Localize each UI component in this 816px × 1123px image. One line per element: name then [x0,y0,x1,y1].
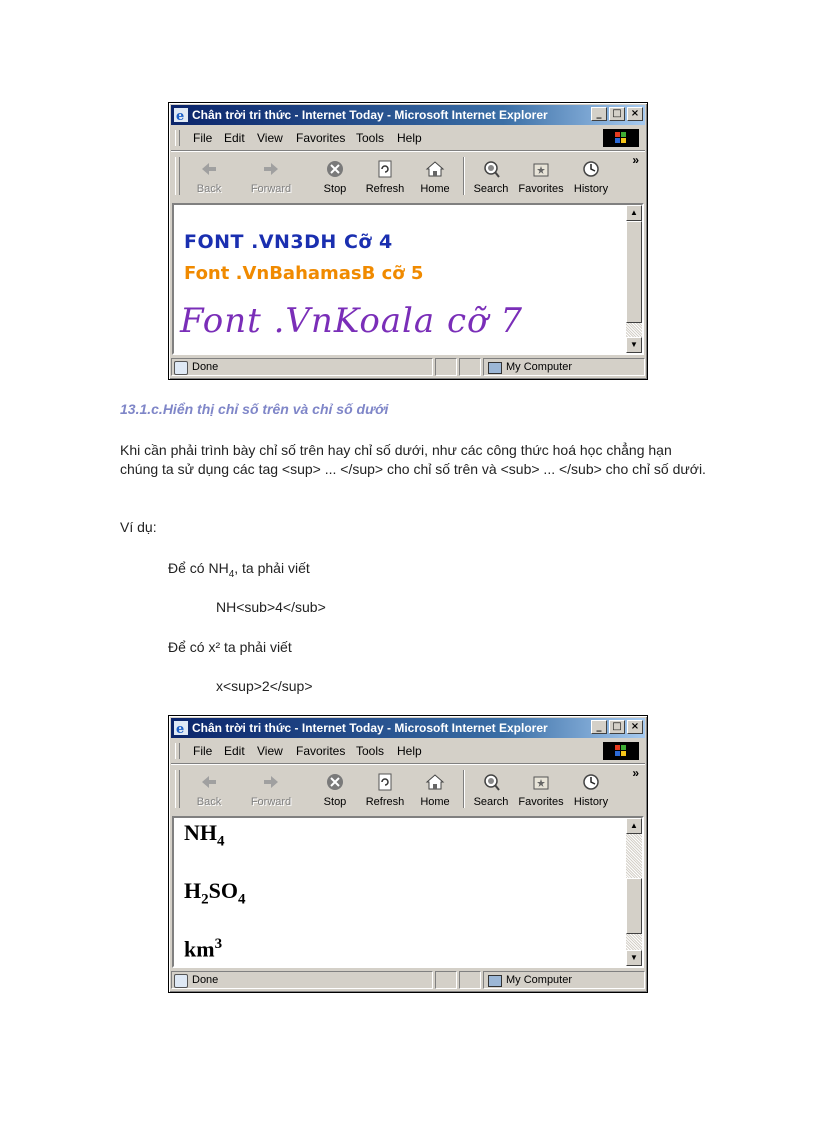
forward-arrow-icon [261,159,281,179]
stop-icon [325,159,345,179]
home-button[interactable] [411,159,459,199]
svg-text:e: e [176,722,185,735]
status-panel-empty [459,971,481,989]
page-content [172,816,644,968]
back-arrow-icon [199,159,219,179]
back-arrow-icon [199,772,219,792]
browser-window-subsup [168,715,648,993]
menu-help[interactable]: Help [397,744,422,758]
toolbar-grip[interactable] [175,157,180,195]
toolbar-overflow-chevron[interactable]: » [632,766,639,780]
menu-favorites[interactable]: Favorites [296,131,346,145]
search-icon [481,772,501,792]
history-icon [581,772,601,792]
ie-logo-icon [174,721,188,735]
search-button[interactable] [467,159,515,199]
menu-edit[interactable]: Edit [224,744,245,758]
title-bar[interactable] [171,105,645,125]
status-text: Done [192,974,219,986]
menu-file[interactable]: File [193,131,213,145]
menu-help[interactable]: Help [397,131,422,145]
home-button[interactable] [411,772,459,812]
windows-logo-icon [603,129,639,147]
window-title: Chân trời tri thức - Internet Today - Microsoft Internet Explorer [192,721,548,735]
menu-grip[interactable] [175,130,180,146]
formula-subscript: 4 [217,833,225,850]
example-1-post: , ta phải viết [234,560,310,576]
status-bar [171,357,645,377]
forward-button[interactable] [247,159,295,199]
formula-base: NH [184,820,217,845]
vertical-scrollbar[interactable] [626,818,642,966]
refresh-button[interactable] [361,772,409,812]
standard-toolbar [171,150,645,201]
status-text: Done [192,361,219,373]
example-2-code: x<sup>2</sup> [216,678,313,694]
formula-km3 [184,936,222,962]
menu-edit[interactable]: Edit [224,131,245,145]
favorites-label: Favorites [518,183,564,195]
status-panel-zone [483,358,645,376]
favorites-icon [531,159,551,179]
home-icon [425,159,445,179]
formula-subscript: 4 [237,891,246,908]
body-paragraph: Khi cần phải trình bày chỉ số trên hay chỉ số dưới, như các công thức hoá học chẳng hạn chúng ta sử dụng các tag <sup> ... </sup> cho chỉ số trên và <sub> ... </sub> cho chỉ số dưới. [120,442,706,477]
stop-button[interactable] [311,772,359,812]
menu-tools[interactable]: Tools [356,744,385,758]
standard-toolbar [171,763,645,814]
menu-tools[interactable]: Tools [356,131,385,145]
favorites-icon [531,772,551,792]
status-bar [171,970,645,990]
status-panel-empty [459,358,481,376]
back-label: Back [196,796,222,808]
status-panel-main [171,358,433,376]
stop-icon [325,772,345,792]
formula-nh4 [184,820,225,850]
scroll-down-button[interactable]: ▼ [626,337,642,353]
scroll-up-button[interactable]: ▲ [626,205,642,221]
example-1-pre: Để có NH [168,560,229,576]
font-demo-vnbahamas: Font .VnBahamasB cỡ 5 [184,263,424,284]
refresh-icon [375,772,395,792]
stop-label: Stop [323,796,347,808]
refresh-icon [375,159,395,179]
history-icon [581,159,601,179]
menu-bar [171,740,645,762]
title-bar[interactable] [171,718,645,738]
svg-text:e: e [176,109,185,122]
history-button[interactable] [567,772,615,812]
formula-superscript: 3 [214,936,223,952]
forward-arrow-icon [261,772,281,792]
back-button[interactable] [185,772,233,812]
menu-file[interactable]: File [193,744,213,758]
close-button[interactable]: × [627,720,643,734]
close-button[interactable]: × [627,107,643,121]
scroll-down-button[interactable]: ▼ [626,950,642,966]
search-label: Search [473,796,509,808]
search-icon [481,159,501,179]
status-panel-zone [483,971,645,989]
maximize-button[interactable]: □ [609,107,625,121]
minimize-button[interactable]: _ [591,107,607,121]
favorites-button[interactable] [517,159,565,199]
example-1-text [168,560,310,580]
toolbar-overflow-chevron[interactable]: » [632,153,639,167]
home-label: Home [420,183,450,195]
search-label: Search [473,183,509,195]
section-heading: 13.1.c.Hiển thị chỉ số trên và chỉ số dưới [120,401,389,417]
forward-button[interactable] [247,772,295,812]
home-label: Home [420,796,450,808]
vertical-scrollbar[interactable] [626,205,642,353]
scroll-thumb[interactable] [626,221,642,323]
scroll-up-button[interactable]: ▲ [626,818,642,834]
menu-view[interactable]: View [257,744,283,758]
font-demo-vnkoala: Font .VnKoala cỡ 7 [180,301,523,341]
menu-bar [171,127,645,149]
formula-h2so4 [184,878,245,908]
maximize-button[interactable]: □ [609,720,625,734]
example-label: Ví dụ: [120,519,157,535]
toolbar-separator [463,770,465,808]
example-1-sub: 4 [228,568,235,580]
windows-logo-icon [603,742,639,760]
forward-label: Forward [250,183,292,195]
refresh-button[interactable] [361,159,409,199]
favorites-button[interactable] [517,772,565,812]
window-title: Chân trời tri thức - Internet Today - Microsoft Internet Explorer [192,108,548,122]
minimize-button[interactable]: _ [591,720,607,734]
history-label: History [573,183,609,195]
status-panel-empty [435,971,457,989]
formula-base: H [184,878,202,903]
search-button[interactable] [467,772,515,812]
refresh-label: Refresh [365,183,405,195]
favorites-label: Favorites [518,796,564,808]
home-icon [425,772,445,792]
back-button[interactable] [185,159,233,199]
status-panel-empty [435,358,457,376]
toolbar-separator [463,157,465,195]
page-done-icon [174,361,188,375]
my-computer-icon [488,362,502,374]
formula-base: SO [208,878,238,903]
history-button[interactable] [567,159,615,199]
menu-favorites[interactable]: Favorites [296,744,346,758]
menu-view[interactable]: View [257,131,283,145]
browser-window-fonts [168,102,648,380]
zone-text: My Computer [506,361,573,373]
back-label: Back [196,183,222,195]
history-label: History [573,796,609,808]
example-2-text: Để có x² ta phải viết [168,639,292,655]
example-1-code: NH<sub>4</sub> [216,599,326,615]
my-computer-icon [488,975,502,987]
stop-button[interactable] [311,159,359,199]
menu-grip[interactable] [175,743,180,759]
formula-base: km [184,936,215,962]
ie-logo-icon [174,108,188,122]
stop-label: Stop [323,183,347,195]
status-panel-main [171,971,433,989]
page-done-icon [174,974,188,988]
font-demo-vn3dh: FONT .VN3DH Cỡ 4 [184,231,393,253]
scroll-thumb[interactable] [626,878,642,934]
toolbar-grip[interactable] [175,770,180,808]
zone-text: My Computer [506,974,573,986]
refresh-label: Refresh [365,796,405,808]
page-content [172,203,644,355]
formula-subscript: 2 [201,891,209,908]
forward-label: Forward [250,796,292,808]
